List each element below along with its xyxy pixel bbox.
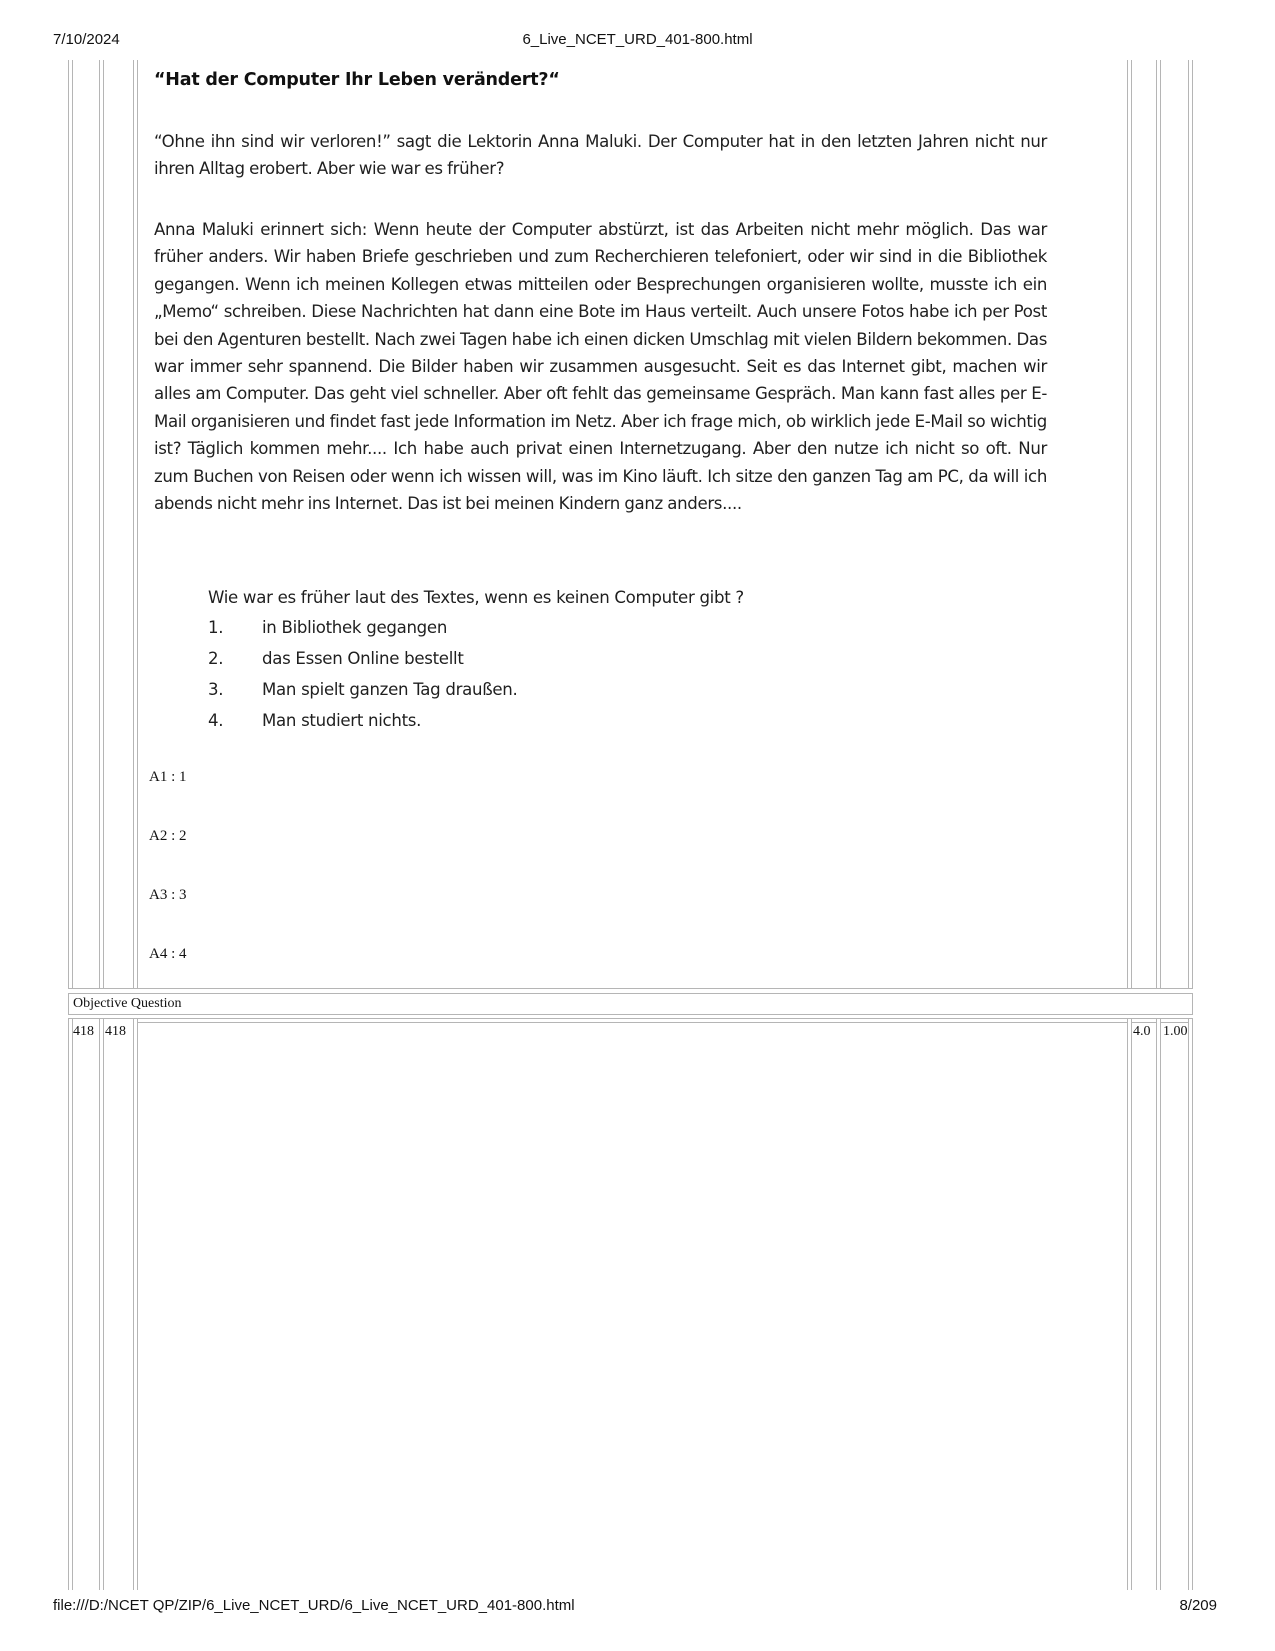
print-doc-title: 6_Live_NCET_URD_401-800.html bbox=[522, 31, 753, 48]
answer-key-a3: A3 : 3 bbox=[149, 887, 187, 903]
option-4 bbox=[208, 711, 421, 730]
passage-title: “Hat der Computer Ihr Leben verändert?“ bbox=[154, 70, 560, 90]
print-footer bbox=[0, 1597, 1275, 1617]
option-1 bbox=[208, 618, 447, 637]
print-page-number: 8/209 bbox=[1179, 1597, 1217, 1614]
option-text: in Bibliothek gegangen bbox=[262, 618, 448, 637]
print-date: 7/10/2024 bbox=[53, 31, 120, 48]
option-text: Man studiert nichts. bbox=[262, 711, 422, 730]
option-number: 1. bbox=[208, 618, 224, 637]
option-2 bbox=[208, 649, 464, 668]
option-number: 3. bbox=[208, 680, 224, 699]
section-label: Objective Question bbox=[73, 996, 182, 1011]
print-file-path: file:///D:/NCET QP/ZIP/6_Live_NCET_URD/6_Live_NCET_URD_401-800.html bbox=[53, 1597, 575, 1614]
passage-paragraph-intro: “Ohne ihn sind wir verloren!” sagt die Lektorin Anna Maluki. Der Computer hat in den letzten Jahren nicht nur ihren Alltag erobert. Aber wie war es früher? bbox=[154, 132, 1047, 179]
print-header bbox=[0, 31, 1275, 51]
option-number: 2. bbox=[208, 649, 224, 668]
option-text: Man spielt ganzen Tag draußen. bbox=[262, 680, 518, 699]
serial-number-cell: 418 bbox=[73, 1024, 94, 1039]
option-3 bbox=[208, 680, 517, 699]
option-number: 4. bbox=[208, 711, 224, 730]
answer-key-a1: A1 : 1 bbox=[149, 769, 187, 785]
option-text: das Essen Online bestellt bbox=[262, 649, 464, 668]
negative-marks-cell: 1.00 bbox=[1163, 1024, 1188, 1039]
answer-key-a4: A4 : 4 bbox=[149, 946, 187, 962]
question-text: Wie war es früher laut des Textes, wenn es keinen Computer gibt ? bbox=[208, 588, 744, 607]
answer-key-a2: A2 : 2 bbox=[149, 828, 187, 844]
passage-paragraph-body: Anna Maluki erinnert sich: Wenn heute der Computer abstürzt, ist das Arbeiten nicht mehr möglich. Das war früher anders. Wir haben Briefe geschrieben und zum Recherchieren telefoniert, oder wir sind in die Bibliothek gegangen. Wenn ich meinen Kollegen etwas mitteilen oder Besprechungen organisieren wollte, musste ich ein „Memo“ schreiben. Diese Nachrichten hat dann eine Bote im Haus verteilt. Auch unsere Fotos habe ich per Post bei den Agenturen bestellt. Nach zwei Tagen habe ich einen dicken Umschlag mit vielen Bildern bekommen. Das war immer sehr spannend. Die Bilder haben wir zusammen ausgesucht. Seit es das Internet gibt, machen wir alles am Computer. Das geht viel schneller. Aber oft fehlt das gemeinsame Gespräch. Man kann fast alles per E-Mail organisieren und findet fast jede Information im Netz. Aber ich frage mich, ob wirklich jede E-Mail so wichtig ist? Täglich kommen mehr.... Ich habe auch privat einen Internetzugang. Aber den nutze ich nicht so oft. Nur zum Buchen von Reisen oder wenn ich wissen will, was im Kino läuft. Ich sitze den ganzen Tag am PC, da will ich abends nicht mehr ins Internet. Das ist bei meinen Kindern ganz anders.... bbox=[154, 220, 1047, 514]
question-id-cell: 418 bbox=[105, 1024, 126, 1039]
marks-cell: 4.0 bbox=[1133, 1024, 1151, 1039]
